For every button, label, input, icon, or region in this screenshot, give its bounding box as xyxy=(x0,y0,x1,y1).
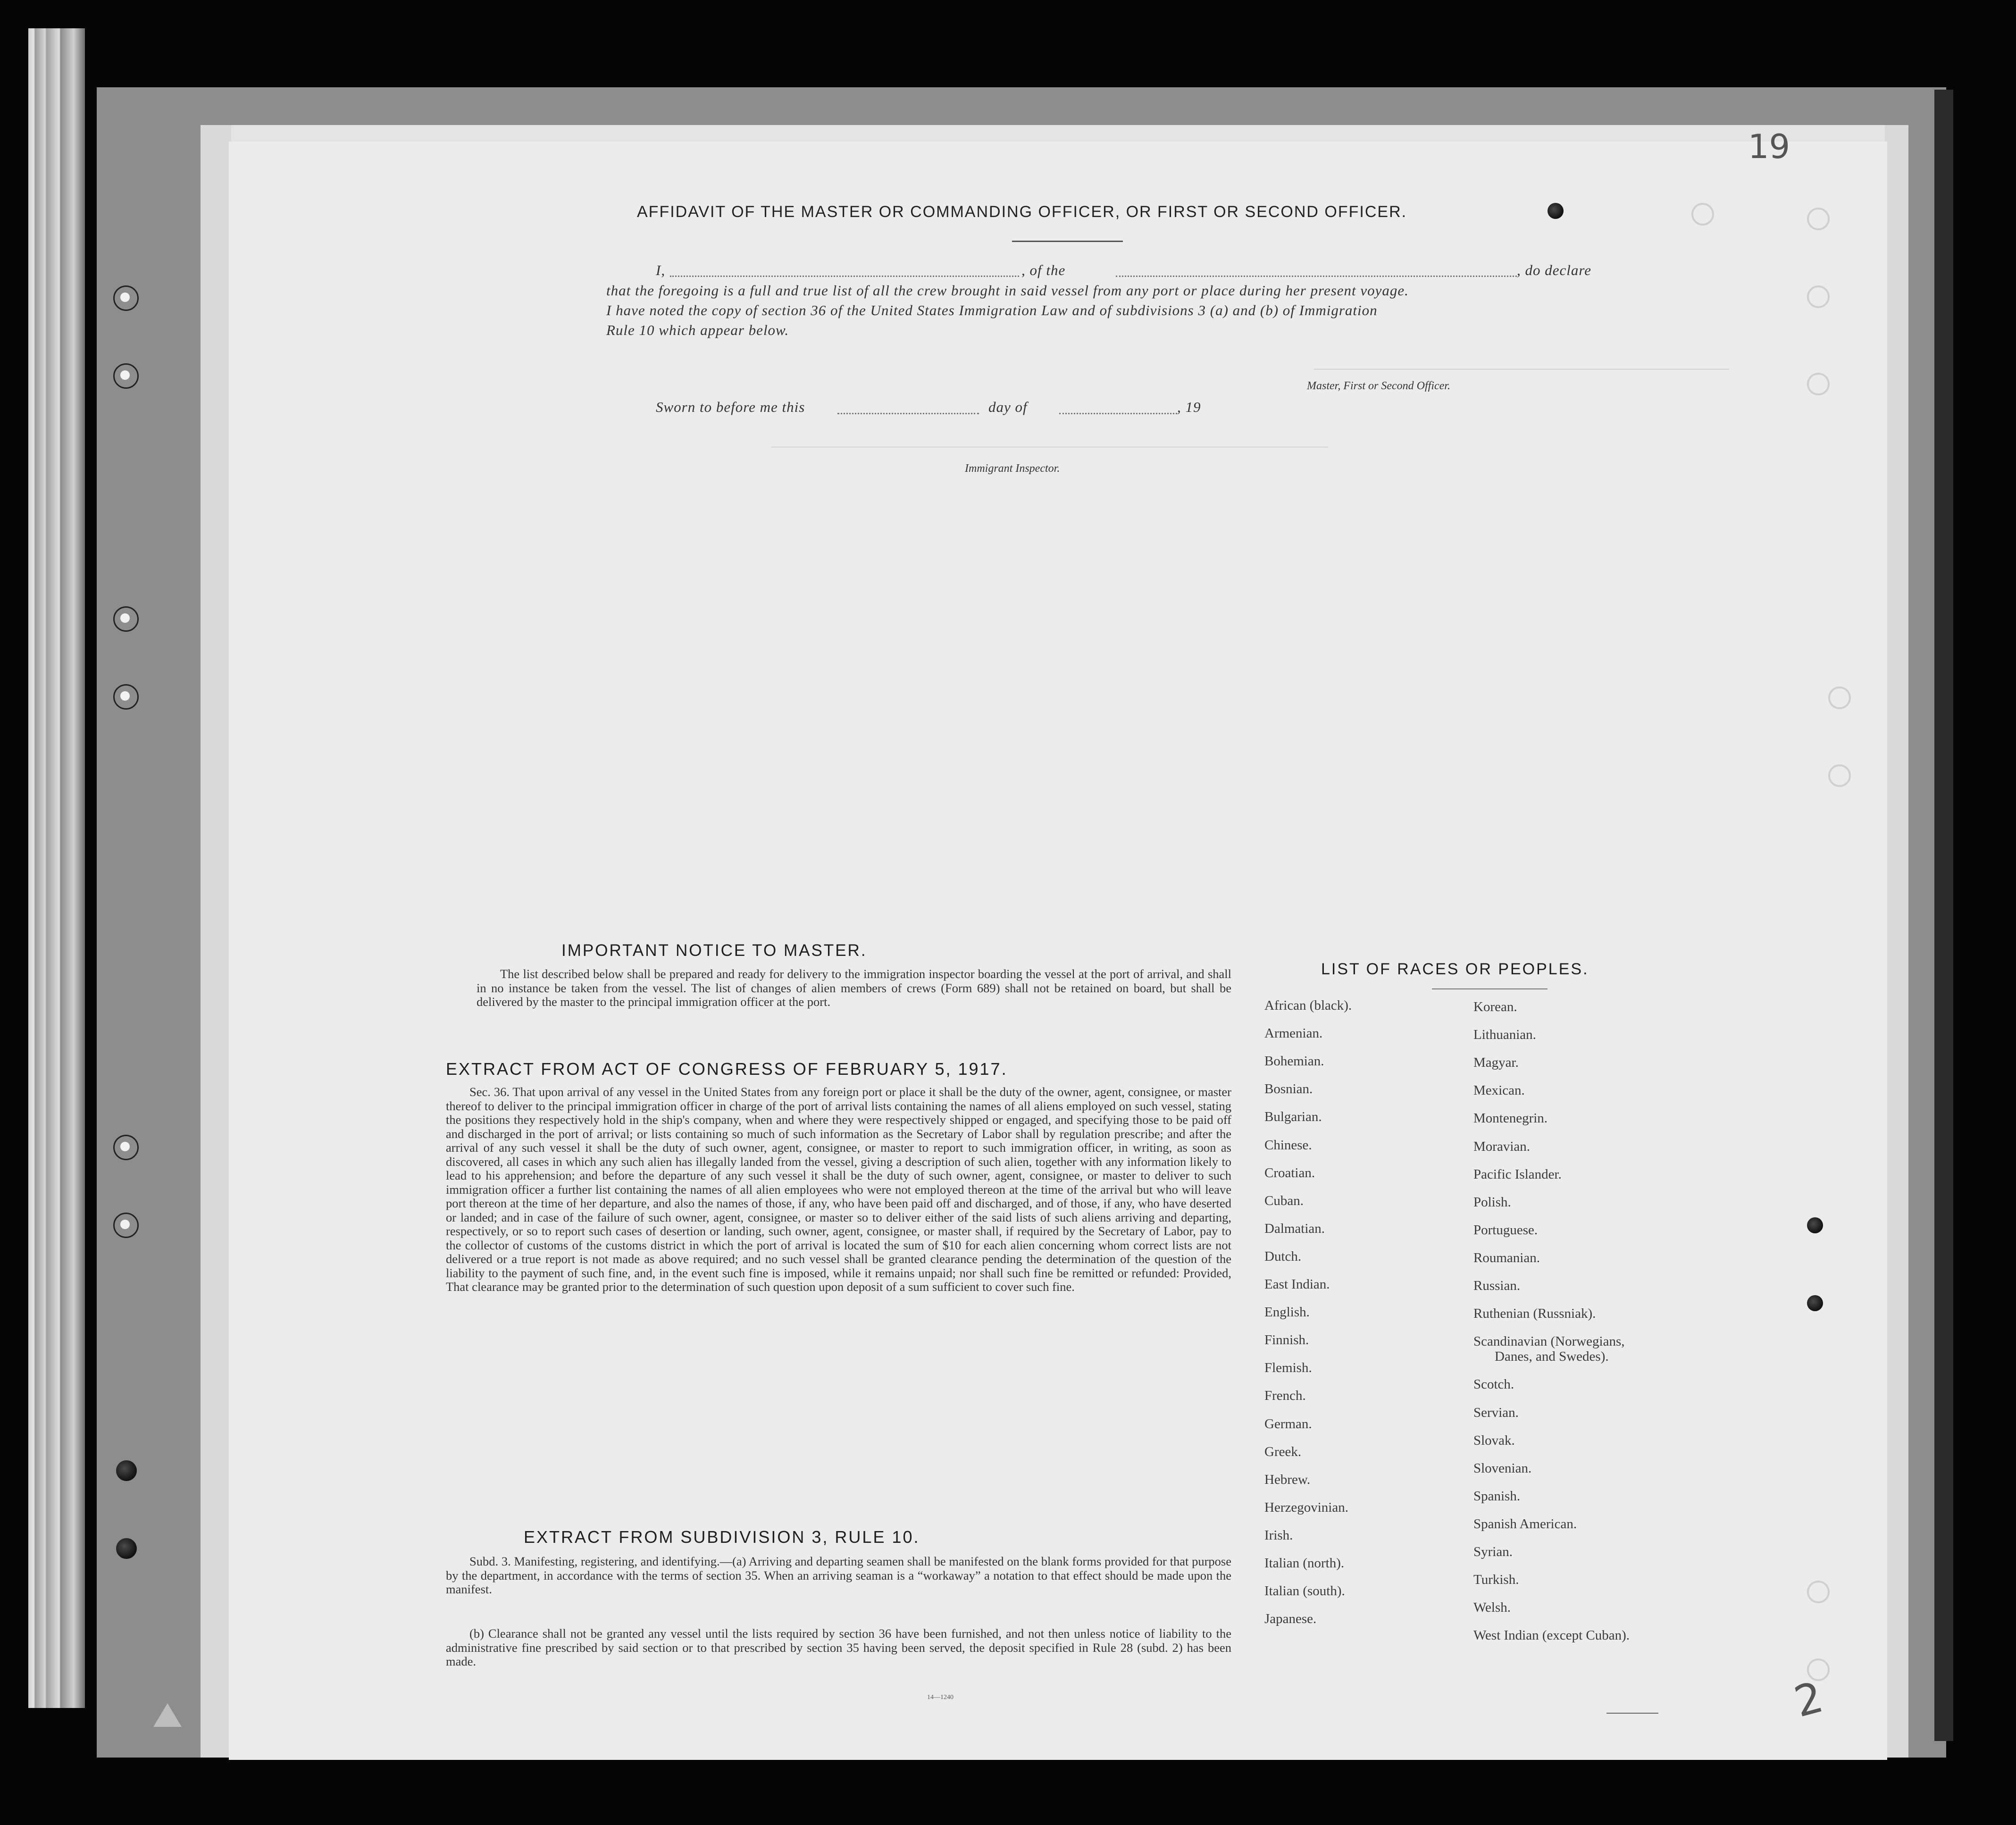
races-title-rule xyxy=(1432,988,1548,989)
sworn-prefix: Sworn to before me this xyxy=(656,399,805,415)
binder-rivet-icon xyxy=(116,1460,137,1481)
race-entry: Spanish. xyxy=(1473,1488,1521,1504)
binder-hole-icon xyxy=(113,285,139,311)
vessel-name-field[interactable] xyxy=(1116,275,1517,277)
sworn-day-of: day of xyxy=(988,399,1028,415)
ink-rule xyxy=(1606,1713,1658,1714)
race-entry: Hebrew. xyxy=(1264,1472,1311,1487)
race-entry: Greek. xyxy=(1264,1444,1302,1459)
race-entry: Cuban. xyxy=(1264,1193,1304,1208)
race-entry: Bosnian. xyxy=(1264,1081,1313,1097)
binder-hole-icon xyxy=(113,606,139,632)
page-number: 19 xyxy=(1748,127,1790,166)
race-entry: Scandinavian (Norwegians, xyxy=(1473,1334,1625,1349)
race-entry: Syrian. xyxy=(1473,1544,1513,1559)
race-entry: Irish. xyxy=(1264,1527,1293,1543)
page-top-edge xyxy=(231,125,1885,144)
race-entry: French. xyxy=(1264,1388,1306,1404)
race-entry: Lithuanian. xyxy=(1473,1027,1536,1043)
extract-rule-body-a: Subd. 3. Manifesting, registering, and identifying.—(a) Arriving and departing seamen shall be manifested on the blank forms provided for that purpose by the department, in accordance with the terms of section 35. When an arriving seaman is a “workaway” a notation to that effect should be made upon the manifest. xyxy=(446,1554,1231,1596)
extract-act-title: EXTRACT FROM ACT OF CONGRESS OF FEBRUARY 5, 1917. xyxy=(446,1059,1008,1079)
binder-triangle-icon xyxy=(153,1703,182,1727)
race-entry: Armenian. xyxy=(1264,1026,1323,1041)
punch-hole-icon xyxy=(1691,203,1714,226)
race-entry: Bohemian. xyxy=(1264,1054,1324,1069)
title-rule xyxy=(1012,241,1123,242)
race-entry: West Indian (except Cuban). xyxy=(1473,1628,1630,1643)
race-entry: Pacific Islander. xyxy=(1473,1166,1562,1182)
manifest-page xyxy=(229,127,1887,1760)
punch-hole-icon xyxy=(1807,1581,1830,1603)
form-number: 14—1240 xyxy=(927,1694,954,1701)
inspector-signature-field[interactable] xyxy=(771,446,1328,447)
signer-caption: Master, First or Second Officer. xyxy=(1307,380,1450,392)
race-entry: Polish. xyxy=(1473,1194,1511,1210)
punch-hole-icon xyxy=(1807,1217,1823,1233)
race-entry: English. xyxy=(1264,1305,1310,1320)
race-entry: Slovak. xyxy=(1473,1432,1515,1448)
binder-hole-icon xyxy=(113,1135,139,1160)
punch-hole-icon xyxy=(1807,285,1830,308)
affidavit-line3: I have noted the copy of section 36 of the United States Immigration Law and of subdivisions 3 (a) and (b) of Immigration xyxy=(606,302,1378,318)
sworn-date-field[interactable] xyxy=(837,412,979,414)
punch-hole-icon xyxy=(1807,208,1830,230)
race-entry: Korean. xyxy=(1473,999,1517,1014)
sworn-month-field[interactable] xyxy=(1059,412,1177,414)
race-entry: Turkish. xyxy=(1473,1572,1519,1588)
extract-rule-title: EXTRACT FROM SUBDIVISION 3, RULE 10. xyxy=(524,1527,920,1547)
affidavit-line2: that the foregoing is a full and true list of all the crew brought in said vessel from any port or place during her present voyage. xyxy=(606,282,1409,299)
race-entry: Croatian. xyxy=(1264,1165,1315,1180)
race-entry: Italian (north). xyxy=(1264,1556,1345,1571)
race-entry: Danes, and Swedes). xyxy=(1495,1349,1609,1365)
binder-rivet-icon xyxy=(116,1538,137,1559)
race-entry: German. xyxy=(1264,1416,1312,1432)
race-entry: Finnish. xyxy=(1264,1332,1309,1348)
punch-hole-icon xyxy=(1828,686,1851,709)
races-title: LIST OF RACES OR PEOPLES. xyxy=(1321,960,1589,978)
binder-hole-icon xyxy=(113,363,139,389)
race-entry: Chinese. xyxy=(1264,1137,1312,1153)
race-entry: Magyar. xyxy=(1473,1055,1519,1071)
stacked-page-edges xyxy=(28,28,85,1708)
punch-hole-icon xyxy=(1807,1295,1823,1311)
extract-act-body: Sec. 36. That upon arrival of any vessel in the United States from any foreign port or place it shall be the duty of the owner, agent, consignee, or master thereof to deliver to the principal immigration officer in charge of the port of arrival lists containing the names of all aliens employed on such vessel, stating the positions they respectively hold in the ship's company, when and where they were respectively shipped or engaged, and specifying those to be paid off and discharged in the port of arrival; or lists containing so much of such information as the Secretary of Labor shall by regulation prescribe; and after the arrival of any such vessel it shall be the duty of such owner, agent, consignee, or master to report to such immigration officer, in writing, as soon as discovered, all cases in which any such alien has illegally landed from the vessel, giving a description of such alien, together with any information likely to lead to his apprehension; and before the departure of any such vessel it shall be the duty of such owner, agent, consignee, or master to deliver to such immigration officer a further list containing the names of all alien employees who were not employed thereon at the time of the arrival but who will leave port thereon at the time of her departure, and also the names of those, if any, who have been paid off and discharged, and of those, if any, who have deserted or landed; and in case of the failure of such owner, agent, consignee, or master so to deliver either of the said lists of such aliens arriving and departing, respectively, or so to report such cases of desertion or landing, such owner, agent, consignee, or master shall, if required by the Secretary of Labor, pay to the collector of customs of the customs district in which the port of arrival is located the sum of $10 for each alien concerning whom correct lists are not delivered or a true report is not made as above required; and no such vessel shall be granted clearance pending the determination of the question of the liability to the payment of such fine, and, in the event such fine is imposed, while it remains unpaid; nor shall such fine be remitted or refunded: Provided, That clearance may be granted prior to the determination of such question upon deposit of a sum sufficient to cover such fine. xyxy=(446,1085,1231,1294)
race-entry: Italian (south). xyxy=(1264,1583,1345,1599)
punch-hole-icon xyxy=(1807,373,1830,395)
race-entry: East Indian. xyxy=(1264,1277,1330,1292)
race-entry: Spanish American. xyxy=(1473,1516,1577,1532)
affidavit-line1-end: , do declare xyxy=(1517,262,1592,278)
affidavit-title: AFFIDAVIT OF THE MASTER OR COMMANDING OFFICER, OR FIRST OR SECOND OFFICER. xyxy=(637,203,1407,221)
binder-hole-icon xyxy=(113,1213,139,1238)
race-entry: Slovenian. xyxy=(1473,1460,1532,1476)
master-name-field[interactable] xyxy=(670,275,1019,277)
affidavit-line1-mid: , of the xyxy=(1021,262,1066,278)
affidavit-line4: Rule 10 which appear below. xyxy=(606,322,789,338)
race-entry: Russian. xyxy=(1473,1278,1521,1293)
binder-spine xyxy=(1934,90,1953,1741)
punch-hole-icon xyxy=(1828,764,1851,787)
race-entry: Dalmatian. xyxy=(1264,1221,1325,1236)
race-entry: Scotch. xyxy=(1473,1377,1514,1392)
race-entry: Roumanian. xyxy=(1473,1250,1540,1265)
race-entry: Moravian. xyxy=(1473,1139,1530,1154)
race-entry: Montenegrin. xyxy=(1473,1111,1548,1126)
master-signature-field[interactable] xyxy=(1314,368,1729,369)
race-entry: Servian. xyxy=(1473,1405,1519,1420)
sworn-year: , 19 xyxy=(1177,399,1201,415)
ink-blot-icon xyxy=(1548,203,1564,219)
extract-rule-body-b: (b) Clearance shall not be granted any vessel until the lists required by section 36 have been furnished, and not then unless notice of liability to the administrative fine prescribed by said section or to that prescribed by section 35 having been served, the deposit specified in Rule 28 (subd. 2) has been made. xyxy=(446,1626,1231,1668)
notice-body: The list described below shall be prepared and ready for delivery to the immigration inspector boarding the vessel at the port of arrival, and shall in no instance be taken from the vessel. The list of changes of alien members of crews (Form 689) shall not be retained on board, but shall be delivered by the master to the principal immigration officer at the port. xyxy=(477,967,1231,1009)
race-entry: Welsh. xyxy=(1473,1600,1511,1616)
race-entry: Flemish. xyxy=(1264,1360,1312,1376)
race-entry: Bulgarian. xyxy=(1264,1109,1322,1125)
race-entry: Dutch. xyxy=(1264,1248,1302,1264)
corner-mark: 2 xyxy=(1789,1672,1828,1727)
binder-hole-icon xyxy=(113,684,139,710)
race-entry: Japanese. xyxy=(1264,1611,1317,1627)
race-entry: Portuguese. xyxy=(1473,1222,1538,1238)
notice-title: IMPORTANT NOTICE TO MASTER. xyxy=(561,941,867,960)
race-entry: Ruthenian (Russniak). xyxy=(1473,1306,1596,1322)
inspector-caption: Immigrant Inspector. xyxy=(965,462,1060,475)
race-entry: Mexican. xyxy=(1473,1083,1525,1098)
affidavit-line1-prefix: I, xyxy=(656,262,666,278)
race-entry: African (black). xyxy=(1264,998,1352,1013)
race-entry: Herzegovinian. xyxy=(1264,1499,1348,1515)
